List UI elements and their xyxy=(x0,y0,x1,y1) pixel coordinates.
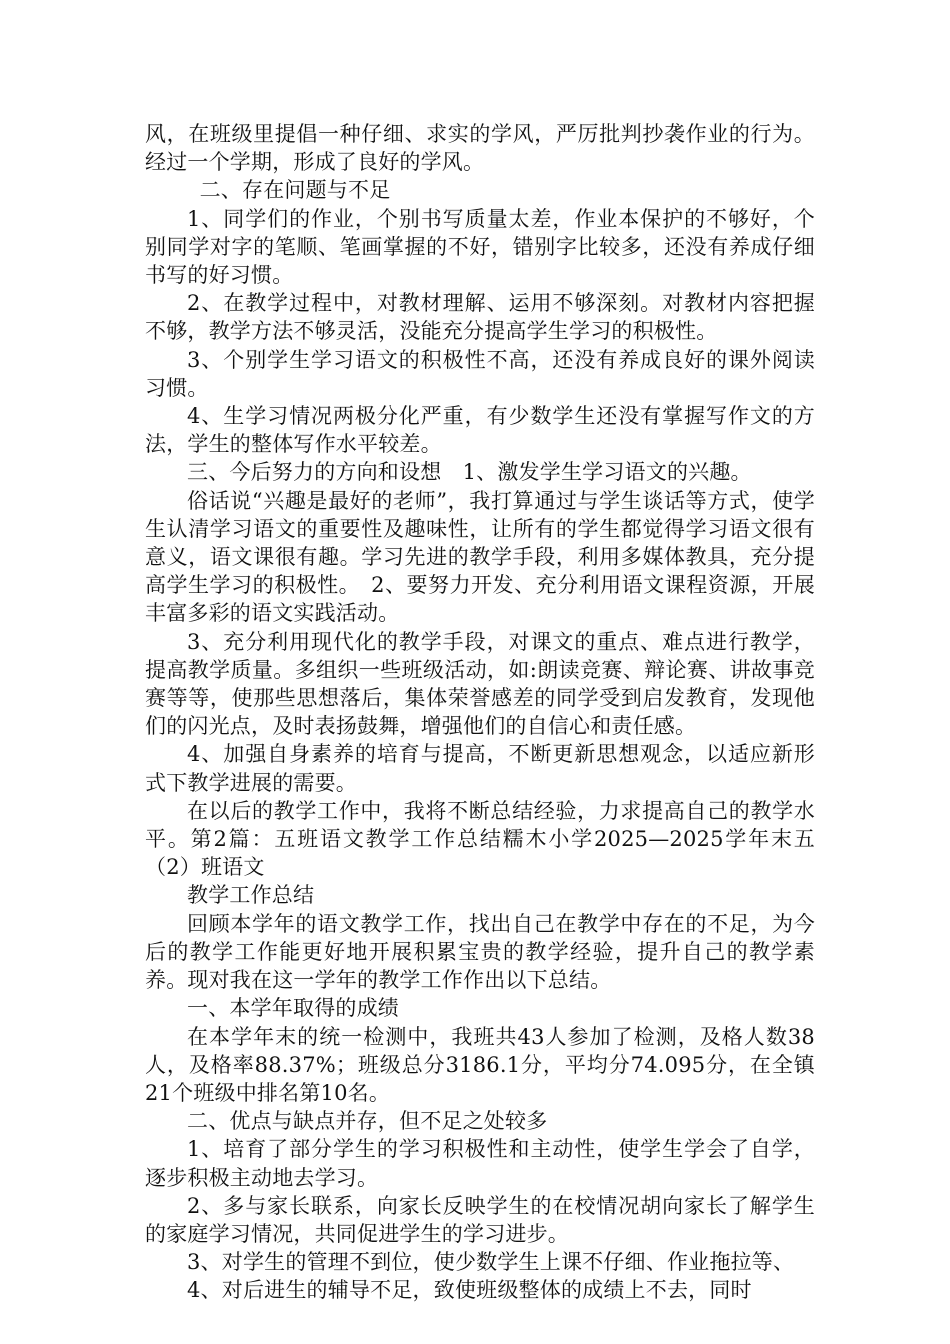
heading-future-direction: 三、今后努力的方向和设想 1、激发学生学习语文的兴趣。 xyxy=(187,460,752,485)
document-page xyxy=(145,120,815,1305)
section-title: 教学工作总结 xyxy=(187,883,315,908)
paragraph-conclusion: 在以后的教学工作中，我将不断总结经验，力求提高自己的教学水平。第2篇：五班语文教学工作总结糯木小学2025—2025学年末五（2）班语文 xyxy=(145,798,815,880)
paragraph-problem-2: 2、在教学过程中，对教材理解、运用不够深刻。对教材内容把握不够，教学方法不够灵活，没能充分提高学生学习的积极性。 xyxy=(145,291,815,344)
paragraph-point-2: 2、多与家长联系，向家长反映学生的在校情况胡向家长了解学生的家庭学习情况，共同促进学生的学习进步。 xyxy=(145,1193,815,1246)
paragraph-interest: 俗话说“兴趣是最好的老师”，我打算通过与学生谈话等方式，使学生认清学习语文的重要性及趣味性，让所有的学生都觉得学习语文很有意义，语文课很有趣。学习先进的教学手段，利用多媒体教具，充分提高学生学习的积极性。 2、要努力开发、充分利用语文课程资源，开展丰富多彩的语文实践活动。 xyxy=(145,488,815,626)
paragraph-point-4: 4、对后进生的辅导不足，致使班级整体的成绩上不去，同时 xyxy=(187,1278,752,1303)
paragraph-review: 回顾本学年的语文教学工作，找出自己在教学中存在的不足，为今后的教学工作能更好地开展积累宝贵的教学经验，提升自己的教学素养。现对我在这一学年的教学工作作出以下总结。 xyxy=(145,911,815,993)
paragraph-point-3: 3、对学生的管理不到位，使少数学生上课不仔细、作业拖拉等、 xyxy=(187,1250,795,1275)
paragraph-problem-3: 3、个别学生学习语文的积极性不高，还没有养成良好的课外阅读习惯。 xyxy=(145,347,815,400)
paragraph-problem-1: 1、同学们的作业，个别书写质量太差，作业本保护的不够好，个别同学对字的笔顺、笔画掌握的不好，错别字比较多，还没有养成仔细书写的好习惯。 xyxy=(145,206,815,288)
heading-pros-cons: 二、优点与缺点并存，但不足之处较多 xyxy=(187,1109,548,1134)
paragraph-point-1: 1、培育了部分学生的学习积极性和主动性，使学生学会了自学，逐步积极主动地去学习。 xyxy=(145,1137,815,1190)
heading-achievements: 一、本学年取得的成绩 xyxy=(187,996,399,1021)
paragraph-self-improvement: 4、加强自身素养的培育与提高，不断更新思想观念，以适应新形式下教学进展的需要。 xyxy=(145,742,815,795)
paragraph-problem-4: 4、生学习情况两极分化严重，有少数学生还没有掌握写作文的方法，学生的整体写作水平较差。 xyxy=(145,404,815,457)
heading-problems: 二、存在问题与不足 xyxy=(199,178,391,203)
paragraph-modern-methods: 3、充分利用现代化的教学手段，对课文的重点、难点进行教学，提高教学质量。多组织一些班级活动，如:朗读竞赛、辩论赛、讲故事竞赛等等，使那些思想落后，集体荣誉感差的同学受到启发教育，发现他们的闪光点，及时表扬鼓舞，增强他们的自信心和责任感。 xyxy=(145,629,815,739)
paragraph-1: 风，在班级里提倡一种仔细、求实的学风，严厉批判抄袭作业的行为。经过一个学期，形成了良好的学风。 xyxy=(145,122,815,175)
paragraph-exam-results: 在本学年末的统一检测中，我班共43人参加了检测，及格人数38人，及格率88.37%；班级总分3186.1分，平均分74.095分，在全镇21个班级中排名第10名。 xyxy=(145,1024,815,1105)
